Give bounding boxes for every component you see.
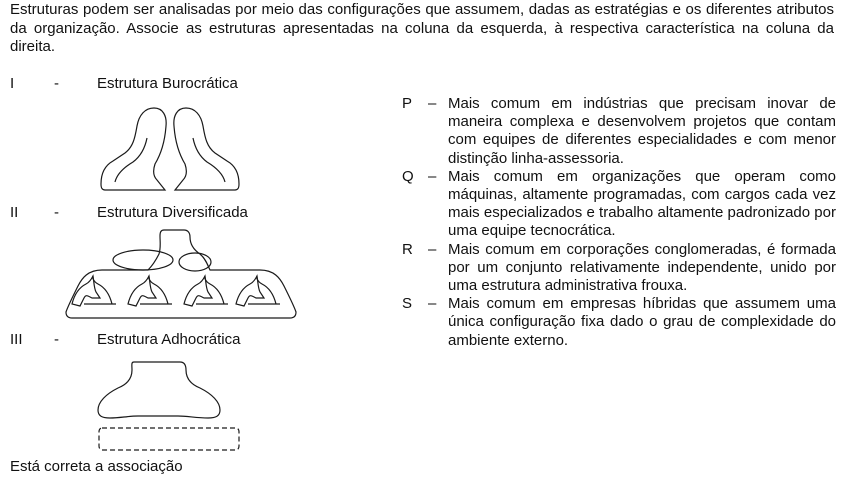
characteristics-list: [400, 95, 836, 350]
diversified-structure-diagram: [60, 226, 300, 322]
structure-number: II: [10, 204, 19, 221]
structure-dash: -: [54, 75, 59, 92]
option-dash: –: [428, 95, 437, 112]
option-letter: R: [402, 240, 413, 258]
structure-name: Estrutura Diversificada: [97, 204, 248, 221]
option-text: Mais comum em indústrias que precisam inovar de maneira complexa e desenvolvem projetos que contam com equipes de diferentes especialidades e com menor distinção linha-assessoria.: [448, 95, 836, 167]
option-letter: Q: [402, 167, 414, 185]
structure-number: III: [10, 331, 23, 348]
option-dash: –: [428, 240, 437, 258]
question-intro: Estruturas podem ser analisadas por meio das configurações que assumem, dadas as estratégias e os diferentes atributos da organização. Associe as estruturas apresentadas na coluna da esquerda, à respectiva característica na coluna da direita.: [10, 1, 834, 55]
question-prompt: Está correta a associação: [10, 458, 183, 475]
option-text: Mais comum em corporações conglomeradas, é formada por um conjunto relativamente independente, unido por uma estrutura administrativa frouxa.: [448, 240, 836, 295]
option-r: [400, 241, 836, 296]
structure-name: Estrutura Adhocrática: [97, 331, 241, 348]
bureaucratic-structure-diagram: [95, 100, 245, 196]
option-p: [400, 95, 836, 168]
option-letter: S: [402, 295, 413, 313]
structure-name: Estrutura Burocrática: [97, 75, 238, 92]
structure-number: I: [10, 75, 15, 92]
option-dash: –: [428, 295, 437, 313]
structure-dash: -: [54, 331, 59, 348]
division-units: [72, 276, 280, 306]
option-s: [400, 295, 836, 350]
option-q: [400, 168, 836, 241]
option-letter: P: [402, 95, 413, 112]
option-text: Mais comum em empresas híbridas que assumem uma única configuração fixa dado o grau de complexidade do ambiente externo.: [448, 295, 836, 349]
option-dash: –: [428, 167, 437, 185]
option-text: Mais comum em organizações que operam como máquinas, altamente programadas, com cargos cada vez mais especializados e trabalho altamente padronizado por uma equipe tecnocrática.: [448, 167, 836, 240]
structure-dash: -: [54, 204, 59, 221]
adhocratic-structure-diagram: [96, 356, 242, 454]
